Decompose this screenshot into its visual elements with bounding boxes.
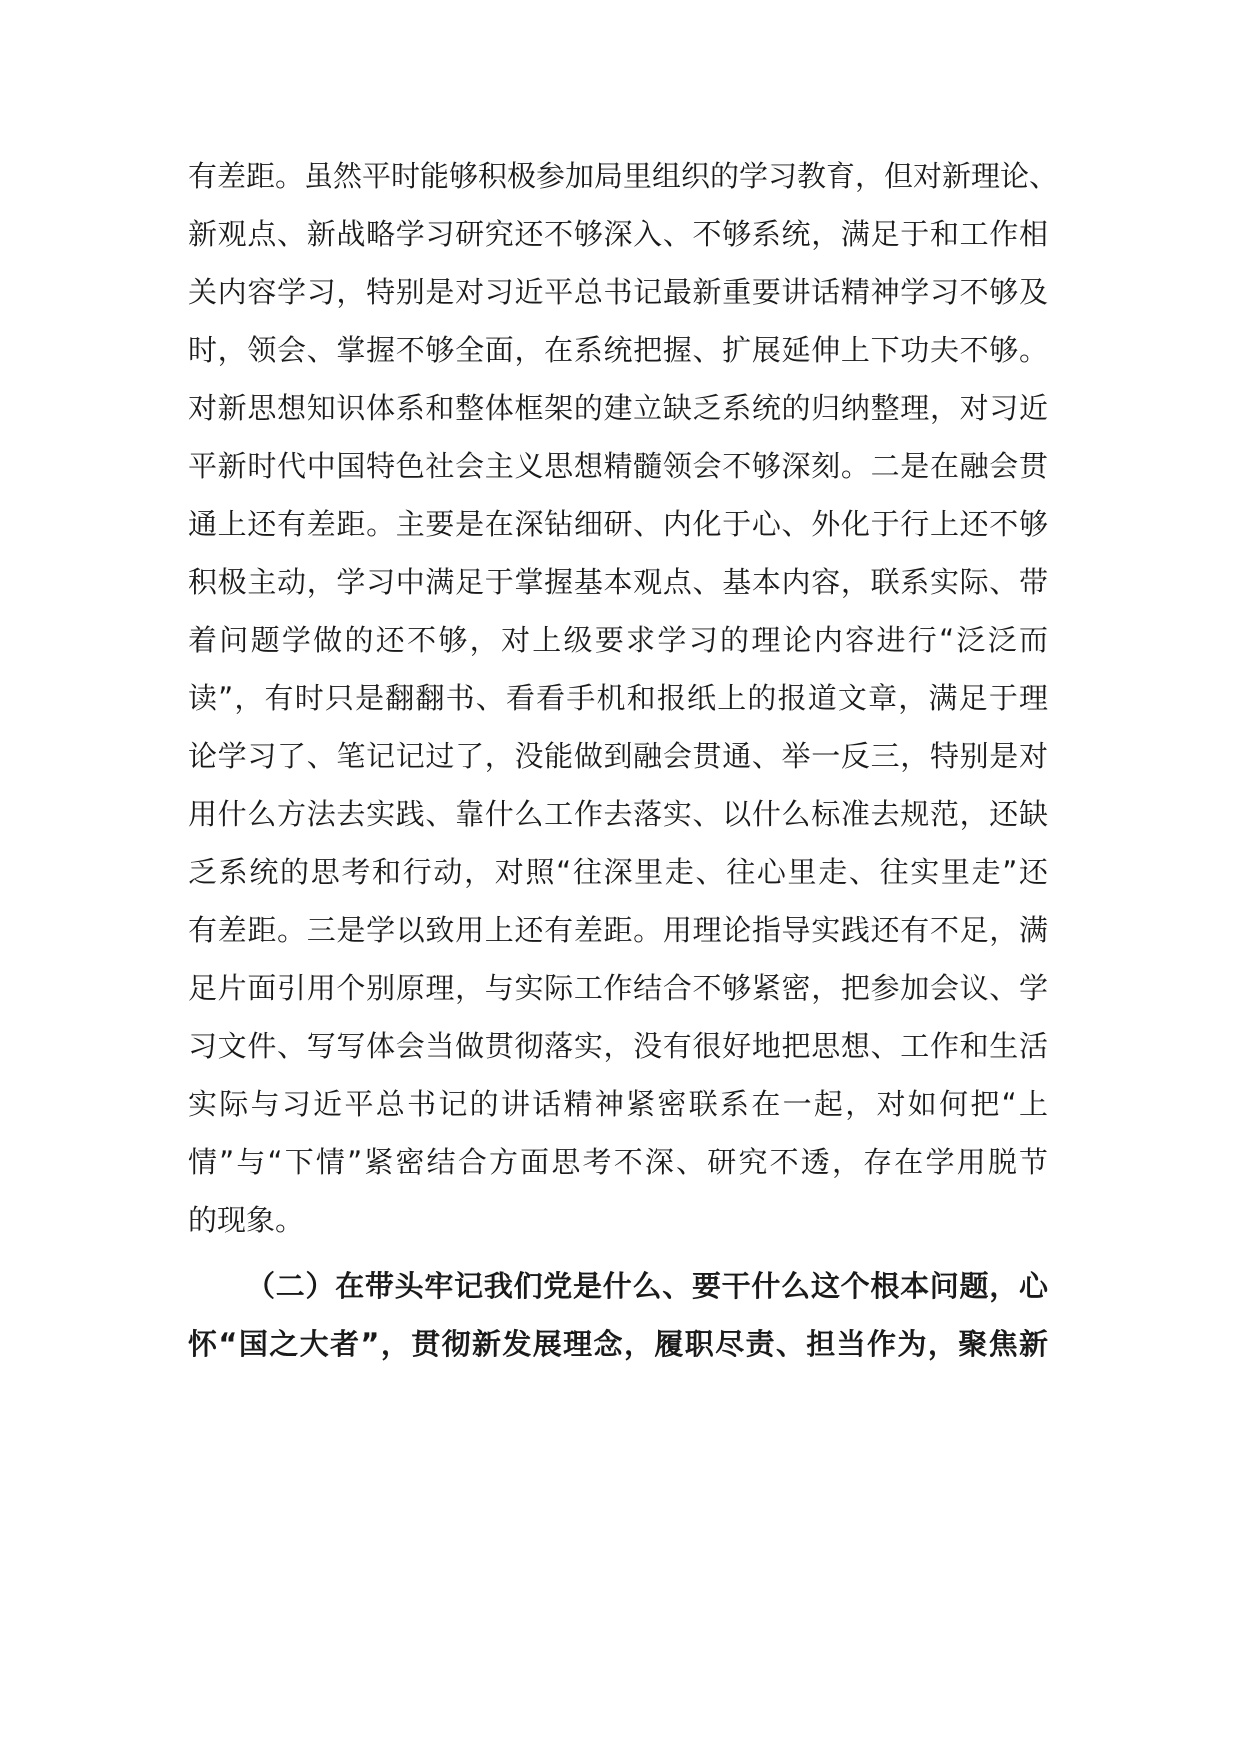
body-text-line: 实际与习近平总书记的讲话精神紧密联系在一起，对如何把“上 [188, 1087, 1048, 1121]
body-text-line: 对新思想知识体系和整体框架的建立缺乏系统的归纳整理，对习近 [188, 391, 1048, 425]
body-text-line: 用什么方法去实践、靠什么工作去落实、以什么标准去规范，还缺 [188, 797, 1048, 831]
body-text-line: 足片面引用个别原理，与实际工作结合不够紧密，把参加会议、学 [188, 971, 1048, 1005]
body-text-line: 论学习了、笔记记过了，没能做到融会贯通、举一反三，特别是对 [188, 739, 1048, 773]
body-text-line: 读”，有时只是翻翻书、看看手机和报纸上的报道文章，满足于理 [188, 681, 1048, 715]
body-text-line: 乏系统的思考和行动，对照“往深里走、往心里走、往实里走”还 [188, 855, 1048, 889]
body-text-line: 情”与“下情”紧密结合方面思考不深、研究不透，存在学用脱节 [188, 1145, 1048, 1179]
body-text-line: 着问题学做的还不够，对上级要求学习的理论内容进行“泛泛而 [188, 623, 1048, 657]
body-text-line: 通上还有差距。主要是在深钻细研、内化于心、外化于行上还不够 [188, 507, 1048, 541]
body-text-line: 有差距。虽然平时能够积极参加局里组织的学习教育，但对新理论、 [188, 159, 1059, 193]
body-text-line: 关内容学习，特别是对习近平总书记最新重要讲话精神学习不够及 [188, 275, 1048, 309]
body-text-line: 时，领会、掌握不够全面，在系统把握、扩展延伸上下功夫不够。 [188, 333, 1048, 367]
section-heading-line: （二）在带头牢记我们党是什么、要干什么这个根本问题，心 [246, 1269, 1048, 1303]
body-text-line: 新观点、新战略学习研究还不够深入、不够系统，满足于和工作相 [188, 217, 1048, 251]
body-text-line: 有差距。三是学以致用上还有差距。用理论指导实践还有不足，满 [188, 913, 1048, 947]
body-text-line: 平新时代中国特色社会主义思想精髓领会不够深刻。二是在融会贯 [188, 449, 1048, 483]
body-text-line: 积极主动，学习中满足于掌握基本观点、基本内容，联系实际、带 [188, 565, 1048, 599]
body-text-line: 的现象。 [188, 1203, 305, 1237]
body-text-line: 习文件、写写体会当做贯彻落实，没有很好地把思想、工作和生活 [188, 1029, 1048, 1063]
section-heading-line: 怀“国之大者”，贯彻新发展理念，履职尽责、担当作为，聚焦新 [188, 1327, 1048, 1361]
